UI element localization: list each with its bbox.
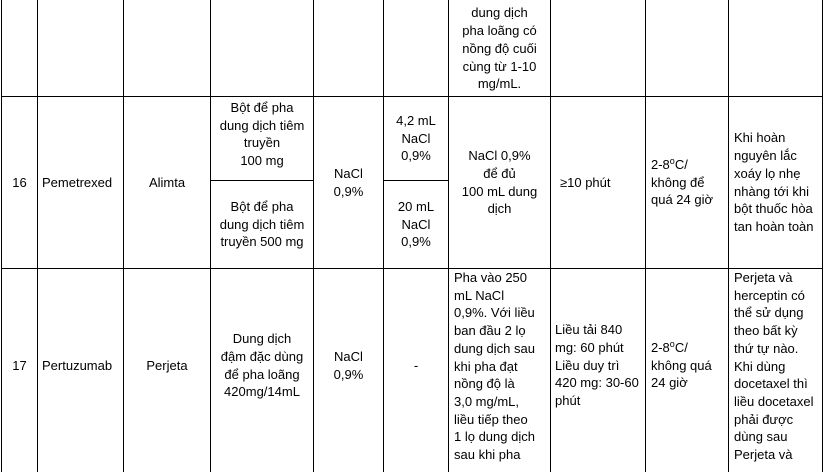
table-cell-empty <box>728 0 823 97</box>
table-cell-empty <box>1 0 38 97</box>
reconstitution-volume-cell <box>383 268 449 472</box>
active-ingredient-cell <box>37 96 124 269</box>
storage-temperature <box>651 339 688 357</box>
brand-name: Alimta <box>148 174 186 190</box>
notes-cell <box>728 268 823 472</box>
storage-cell <box>645 268 729 472</box>
reconstitution-volume: 20 mL NaCl 0,9% <box>397 198 435 250</box>
table-cell-empty <box>383 0 449 97</box>
infusion-time: ≥10 phút <box>560 174 611 190</box>
row-number-cell <box>1 96 38 269</box>
temp-unit: C/ <box>674 156 688 172</box>
solvent-cell <box>313 96 384 269</box>
temp-range: 2-8 <box>651 156 670 172</box>
reconstitution-volume-cell <box>383 96 449 181</box>
solvent-cell <box>313 268 384 472</box>
notes-text: Khi hoàn nguyên lắc xoáy lọ nhẹ nhàng tới khi bột thuốc hòa tan hoàn toàn <box>734 130 814 234</box>
degree-mark: o <box>669 155 675 166</box>
reconstitution-volume: - <box>413 357 419 373</box>
dosage-form: Dung dịch đậm đặc dùng để pha loãng 420mg/14mL <box>220 331 304 400</box>
dosage-form-cell <box>210 180 314 269</box>
table-cell-empty <box>210 0 314 97</box>
reconstitution-volume: 4,2 mL NaCl 0,9% <box>396 112 436 164</box>
table-cell-empty <box>37 0 124 97</box>
storage-duration: không để quá 24 giờ <box>651 174 714 208</box>
temp-range: 2-8 <box>651 339 670 355</box>
dilution-text: Pha vào 250 mL NaCl 0,9%. Với liều ban đầu 2 lọ dung dịch sau khi pha đạt nồng độ là 3,0 mg/mL, liều tiếp theo 1 lọ dung dịch sau khi pha <box>454 270 535 463</box>
storage-duration: không quá 24 giờ <box>651 357 712 391</box>
infusion-time-cell <box>550 96 646 269</box>
row-number: 16 <box>12 174 27 190</box>
active-ingredient: Pertuzumab <box>42 357 113 373</box>
active-ingredient: Pemetrexed <box>42 174 113 190</box>
table-cell-empty <box>645 0 729 97</box>
dosage-form-cell <box>210 96 314 181</box>
continued-dilution-text: dung dịch pha loãng có nồng độ cuối cùng từ 1-10 mg/mL. <box>462 5 537 92</box>
table-cell-empty <box>550 0 646 97</box>
dosage-form: Bột để pha dung dịch tiêm truyền 100 mg <box>219 100 305 169</box>
active-ingredient-cell <box>37 268 124 472</box>
brand-cell <box>123 96 211 269</box>
solvent: NaCl 0,9% <box>333 165 364 199</box>
dosage-form: Bột để pha dung dịch tiêm truyền 500 mg <box>219 198 305 250</box>
table-cell-empty <box>123 0 211 97</box>
dilution-cell <box>448 268 551 472</box>
storage-cell <box>645 96 729 269</box>
brand-cell <box>123 268 211 472</box>
dilution-text: NaCl 0,9% để đủ 100 mL dung dịch <box>461 148 538 217</box>
continued-dilution-cell <box>448 0 551 97</box>
row-number-cell <box>1 268 38 472</box>
row-number: 17 <box>12 357 27 373</box>
table-cell-empty <box>313 0 384 97</box>
dosage-form-cell <box>210 268 314 472</box>
notes-text: Perjeta và herceptin có thể sử dụng theo bất kỳ thứ tự nào. Khi dùng docetaxel thì liều docetaxel phải được dùng sau Perjeta và <box>734 270 814 463</box>
infusion-time: Liều tải 840 mg: 60 phút Liều duy trì 420 mg: 30-60 phút <box>555 322 639 409</box>
solvent: NaCl 0,9% <box>333 348 364 382</box>
degree-mark: o <box>669 338 675 349</box>
notes-cell <box>728 96 823 269</box>
brand-name: Perjeta <box>146 357 188 373</box>
infusion-time-cell <box>550 268 646 472</box>
storage-temperature <box>651 156 688 174</box>
dilution-cell <box>448 96 551 269</box>
reconstitution-volume-cell <box>383 180 449 269</box>
temp-unit: C/ <box>674 339 688 355</box>
